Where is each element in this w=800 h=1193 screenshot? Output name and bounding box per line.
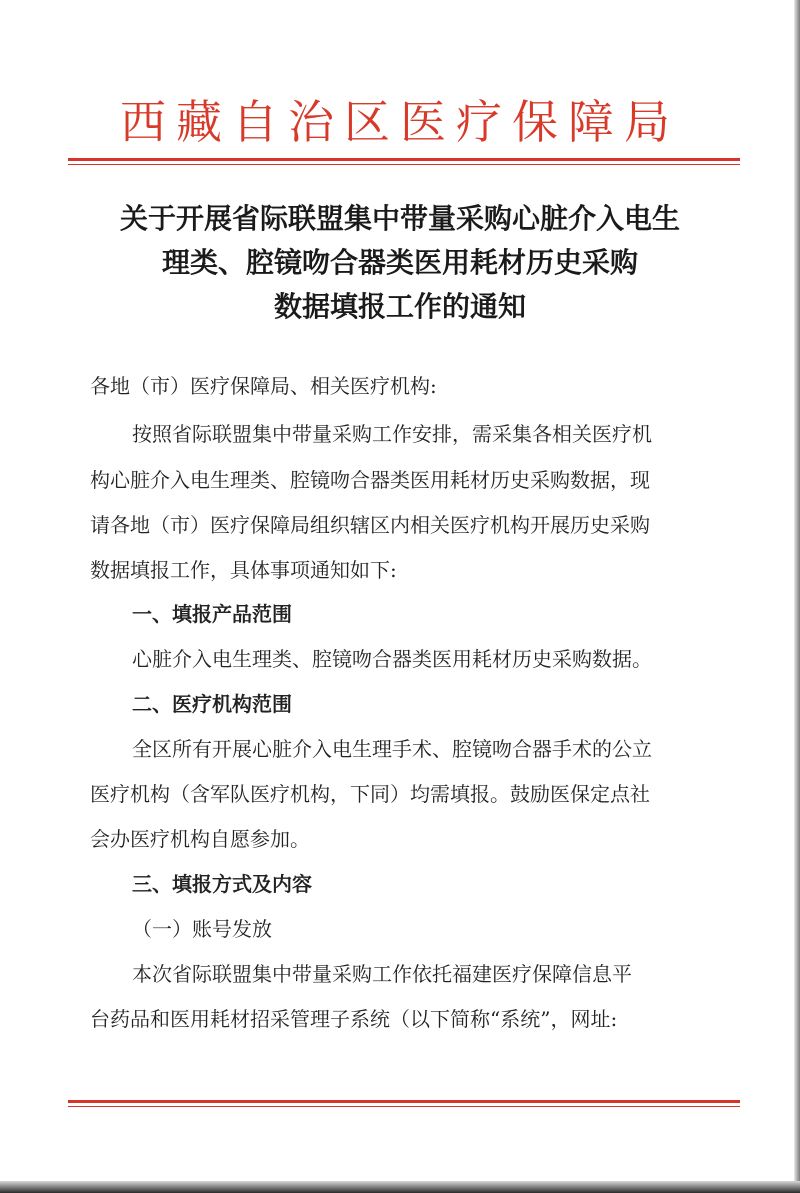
section-heading-product-scope: 一、填报产品范围: [132, 602, 292, 626]
section-body-line: 心脏介入电生理类、腔镜吻合器类医用耗材历史采购数据。: [132, 647, 652, 671]
intro-line: 数据填报工作，具体事项通知如下:: [90, 558, 397, 582]
document-title-line: 数据填报工作的通知: [273, 290, 526, 323]
intro-line: 构心脏介入电生理类、腔镜吻合器类医用耗材历史采购数据，现: [90, 468, 650, 492]
intro-line: 请各地（市）医疗保障局组织辖区内相关医疗机构开展历史采购: [90, 513, 650, 537]
section-heading-institution-scope: 二、医疗机构范围: [132, 692, 292, 716]
section-body-line: 台药品和医用耗材招采管理子系统（以下简称“系统”，网址:: [90, 1007, 618, 1031]
section-body-line: 本次省际联盟集中带量采购工作依托福建医疗保障信息平: [132, 962, 632, 986]
intro-line: 按照省际联盟集中带量采购工作安排，需采集各相关医疗机: [132, 422, 652, 446]
footer-rule-thick: [68, 1100, 740, 1103]
scan-edge-bottom: [0, 1181, 800, 1193]
subsection-heading-account: （一）账号发放: [132, 917, 272, 941]
addressee: 各地（市）医疗保障局、相关医疗机构:: [90, 374, 437, 398]
scan-edge-right: [794, 0, 800, 1193]
footer-rule-thin: [68, 1106, 740, 1107]
section-heading-method: 三、填报方式及内容: [132, 872, 312, 896]
document-title: [60, 197, 740, 329]
section-body-line: 医疗机构（含军队医疗机构，下同）均需填报。鼓励医保定点社: [90, 782, 650, 806]
document-title-line: 理类、腔镜吻合器类医用耗材历史采购: [161, 246, 638, 279]
header-rule-thick: [68, 158, 740, 161]
document-title-line: 关于开展省际联盟集中带量采购心脏介入电生: [119, 202, 680, 235]
section-body-line: 会办医疗机构自愿参加。: [90, 827, 310, 851]
header-rule-thin: [68, 164, 740, 165]
section-body-line: 全区所有开展心脏介入电生理手术、腔镜吻合器手术的公立: [132, 737, 652, 761]
agency-header-title: 西藏自治区医疗保障局: [120, 95, 680, 149]
